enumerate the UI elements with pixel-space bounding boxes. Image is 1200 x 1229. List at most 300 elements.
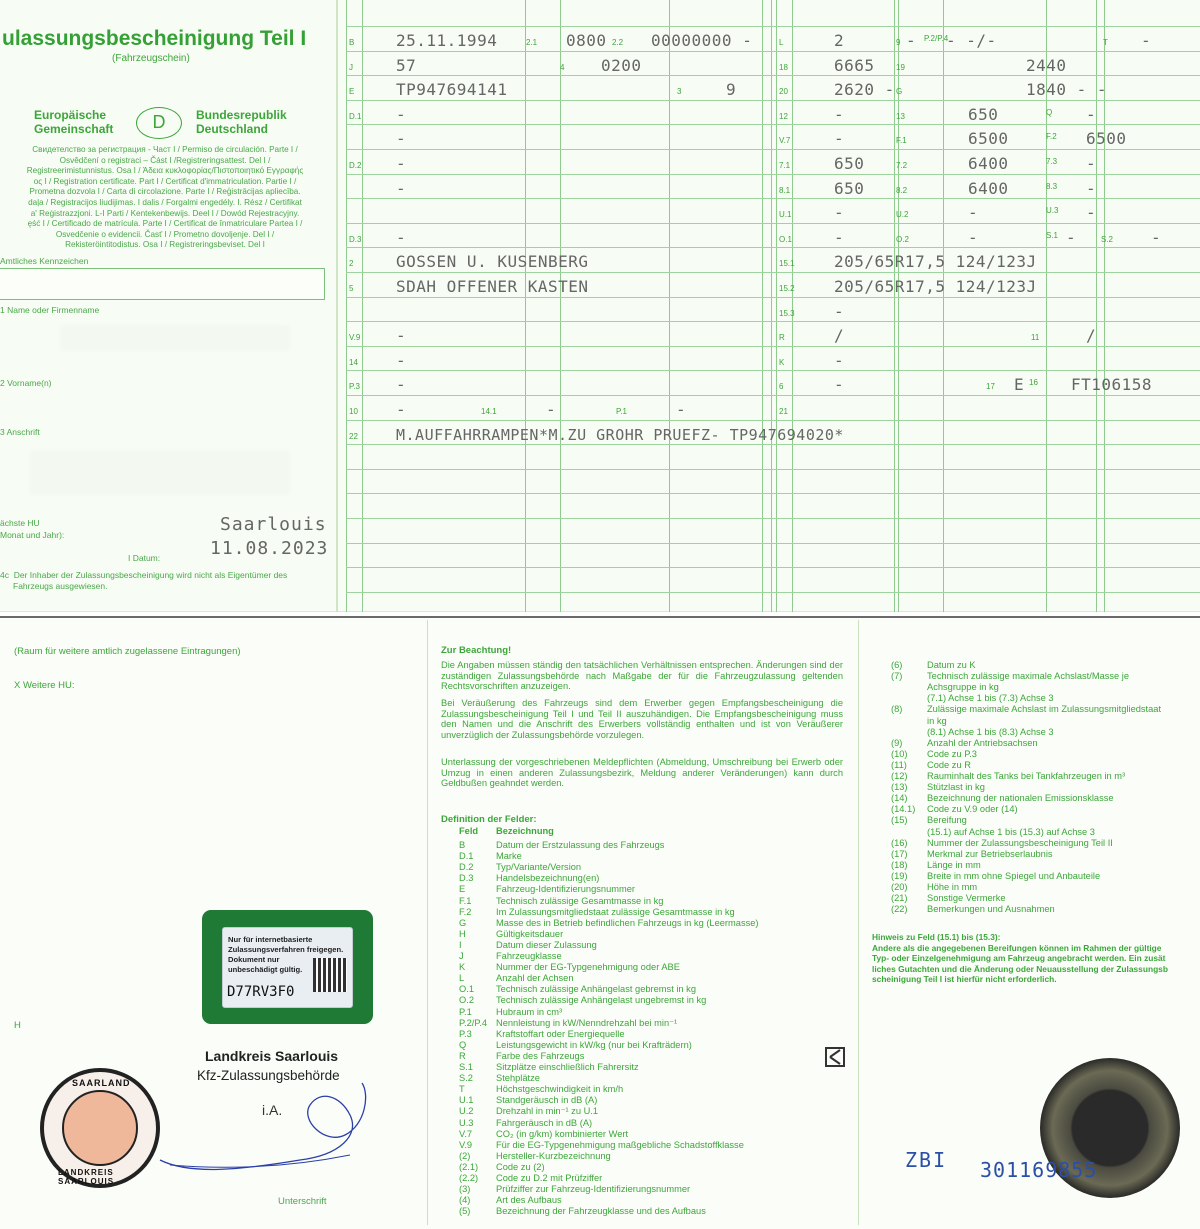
definition-text: Rauminhalt des Tanks bei Tankfahrzeugen in m³: [927, 771, 1126, 781]
definition-field: (16): [891, 837, 908, 848]
field-code: 20: [779, 87, 788, 97]
definition-text: (8.1) Achse 1 bis (8.3) Achse 3: [927, 726, 1054, 737]
field-value: /: [834, 326, 845, 346]
field-value: -: [834, 301, 845, 321]
document-subtitle: (Fahrzeugschein): [112, 53, 190, 64]
field-code: 7.1: [779, 161, 791, 170]
field-code: 5: [349, 284, 354, 293]
ia-label: i.A.: [262, 1102, 283, 1118]
definition-row: [459, 1018, 677, 1029]
definition-row: [459, 1162, 545, 1172]
field-value: -: [396, 326, 407, 346]
definition-text: Nummer der Zulassungsbescheinigung Teil II: [927, 837, 1113, 848]
field-value: - -/-: [946, 31, 997, 50]
grid-hline: [346, 223, 1200, 224]
field-value: 6400: [968, 154, 1009, 173]
definition-text: Leistungsgewicht in kW/kg (nur bei Krafträdern): [496, 1039, 692, 1050]
definition-field: (13): [891, 782, 908, 793]
definition-text: Merkmal zur Betriebserlaubnis: [927, 848, 1053, 859]
definition-row: [891, 704, 1161, 714]
definition-row: [891, 827, 1095, 837]
definition-text: Typ/Variante/Version: [496, 862, 582, 873]
definition-text: Code zu (2): [496, 1161, 545, 1172]
grid-hline: [346, 518, 1200, 519]
field-value: TP947694141: [396, 80, 508, 100]
definition-row: [459, 896, 663, 906]
grid-vline: [669, 0, 670, 612]
field-value: 1840 - -: [1026, 80, 1108, 100]
definition-field: (20): [891, 882, 908, 892]
definition-field: V.7: [459, 1128, 473, 1139]
definition-field: O.2: [459, 995, 474, 1006]
definition-text: Kraftstoffart oder Energiequelle: [496, 1028, 625, 1039]
grid-vline: [346, 0, 347, 612]
definition-text: Bereifung: [927, 815, 967, 826]
definition-row: [891, 882, 977, 892]
field-value: -: [1066, 227, 1077, 247]
field-code: 11: [1031, 333, 1040, 343]
field-code: O.1: [779, 234, 792, 244]
signature: [150, 1075, 420, 1185]
definition-field: (2): [459, 1150, 471, 1161]
field-value: 2620 -: [834, 80, 895, 100]
definition-row: [891, 671, 1129, 681]
definition-row: [891, 793, 1114, 803]
raum-label: (Raum für weitere amtlich zugelassene Eintragungen): [14, 646, 241, 657]
grid-hline: [346, 75, 1200, 76]
field-code: P.3: [349, 382, 360, 392]
definition-text: Anzahl der Achsen: [496, 973, 574, 984]
definition-text: Fahrzeug-Identifizierungsnummer: [496, 884, 635, 895]
definition-text: Nummer der EG-Typgenehmigung oder ABE: [496, 962, 680, 973]
field-value: 00000000 -: [651, 31, 753, 50]
notice-heading: Zur Beachtung!: [441, 645, 512, 656]
grid-hline: [346, 149, 1200, 150]
field-value: M.AUFFAHRRAMPEN*M.ZU GROHR PRUEFZ- TP947694020*: [396, 425, 844, 444]
field-code: 2.2: [612, 38, 624, 47]
definition-field: (12): [891, 771, 908, 781]
definition-row: [459, 940, 597, 950]
definition-field: U.2: [459, 1106, 474, 1117]
field-value: -: [834, 375, 845, 395]
definition-text: Fahrgeräusch in dB (A): [496, 1117, 593, 1128]
field-code: P.2/P.4: [924, 34, 949, 43]
grid-hline: [346, 297, 1200, 298]
definition-row: [459, 1184, 690, 1194]
field-code: G: [896, 87, 903, 97]
field-value: -: [396, 400, 407, 419]
definition-text: Länge in mm: [927, 859, 981, 870]
field-code: 17: [986, 382, 995, 392]
definition-text: CO₂ (in g/km) kombinierter Wert: [496, 1128, 629, 1139]
definition-field: (15): [891, 815, 908, 826]
field-value: -: [546, 400, 557, 419]
field-value: -: [1086, 104, 1097, 124]
definition-text: Sitzplätze einschließlich Fahrersitz: [496, 1062, 639, 1072]
definition-row: [891, 693, 1054, 703]
definition-text: Bezeichnung der nationalen Emissionsklasse: [927, 793, 1114, 804]
field-code: F.2: [1046, 132, 1057, 142]
field-code: 2.1: [526, 38, 538, 47]
field-code: B: [349, 38, 355, 47]
grid-vline: [560, 0, 561, 612]
definition-text: Gültigkeitsdauer: [496, 928, 564, 939]
definition-row: [459, 1118, 592, 1128]
field-code: P.1: [616, 407, 627, 416]
definition-field: P.1: [459, 1006, 472, 1017]
definition-field: Q: [459, 1039, 467, 1050]
field-value: -: [968, 203, 979, 223]
field-code: 19: [896, 62, 905, 72]
definition-text: Anzahl der Antriebsachsen: [927, 737, 1038, 748]
definition-text: Technisch zulässige Gesamtmasse in kg: [496, 895, 664, 906]
definition-row: [459, 1195, 562, 1205]
grid-hline: [346, 420, 1200, 421]
definition-row: [891, 904, 1055, 914]
field-code: K: [779, 357, 785, 367]
definition-field: (21): [891, 893, 908, 904]
tire-note-line: Andere als die angegebenen Bereifungen können im Rahmen der gültige: [872, 942, 1162, 953]
field-value: 2: [834, 31, 845, 50]
definition-field: B: [459, 840, 466, 850]
definition-text: Hubraum in cm³: [496, 1006, 563, 1017]
document-serial: 301169855: [980, 1158, 1098, 1182]
definition-text: Bezeichnung der Fahrzeugklasse und des Aufbaus: [496, 1206, 706, 1217]
definition-row: [891, 738, 1038, 748]
definition-text: Zulässige maximale Achslast im Zulassungsmitgliedstaat: [927, 704, 1162, 715]
qr-code-icon: [313, 958, 347, 992]
weitere-hu-label: X Weitere HU:: [14, 680, 75, 691]
document-front: [0, 0, 1200, 612]
field-value: E: [1014, 375, 1025, 395]
field-code: O.2: [896, 234, 909, 244]
signature-label: Unterschrift: [278, 1196, 327, 1207]
field-value: -: [396, 154, 407, 173]
field-code: 22: [349, 431, 358, 441]
field-value: 0200: [601, 55, 642, 75]
field-code: T: [1103, 38, 1108, 47]
field-code: S.1: [1046, 230, 1059, 240]
definition-row: [459, 951, 562, 961]
definition-field: F.1: [459, 895, 472, 906]
kennzeichen-label: Amtliches Kennzeichen: [0, 256, 89, 266]
field-code: D.1: [349, 111, 362, 121]
field-code: 2: [349, 259, 354, 269]
field-value: -: [1151, 227, 1162, 247]
grid-hline: [346, 543, 1200, 544]
grid-hline: [346, 395, 1200, 396]
definition-field: (8): [891, 704, 903, 715]
owner-note: 4c Der Inhaber der Zulassungsbescheinigung wird nicht als Eigentümer des Fahrzeugs ausgewiesen.: [0, 570, 288, 591]
definition-text: Technisch zulässige Anhängelast ungebremst in kg: [496, 995, 707, 1006]
definition-row: [891, 849, 1053, 859]
notice-paragraph: Unterlassung der vorgeschriebenen Meldepflichten (Abmeldung, Umschreibung bei Erwerb oder Umzug in einen anderen Zulassungsbezirk, Meldung anderer Veränderungen) kann durch Geldbußen geahndet werden.: [441, 757, 843, 789]
definition-field: S.1: [459, 1062, 473, 1072]
field-value: -: [396, 350, 407, 370]
definition-row: [459, 1029, 625, 1039]
definition-field: (17): [891, 848, 908, 859]
datum-label: I Datum:: [128, 553, 161, 563]
definition-row: [459, 1073, 540, 1083]
definition-text: Datum der Erstzulassung des Fahrzeugs: [496, 840, 665, 850]
definition-field: (7): [891, 671, 903, 682]
name-label: 1 Name oder Firmenname: [0, 305, 100, 315]
sticker-code: D77RV3F0: [227, 984, 295, 1000]
field-value: -: [968, 227, 979, 247]
tire-note-line: Typ- oder Einzelgenehmigung am Fahrzeug angebracht werden. Ein zusät: [872, 953, 1166, 964]
field-value: -: [834, 350, 845, 370]
definition-row: [891, 771, 1125, 781]
grid-vline: [762, 0, 763, 612]
field-value: -: [396, 104, 407, 124]
field-value: 25.11.1994: [396, 31, 498, 50]
definition-row: [891, 804, 1018, 814]
definition-field: U.3: [459, 1117, 474, 1128]
definition-field: (6): [891, 660, 903, 670]
definition-field: J: [459, 951, 464, 961]
field-value: -: [906, 31, 917, 50]
definition-field: P.3: [459, 1028, 472, 1039]
grid-hline: [346, 174, 1200, 175]
definition-text: Code zu P.3: [927, 748, 977, 759]
field-code: V.9: [349, 333, 361, 343]
definition-text: Nennleistung in kW/Nenndrehzahl bei min⁻¹: [496, 1017, 678, 1028]
field-code: 13: [896, 111, 905, 121]
grid-hline: [346, 51, 1200, 52]
definition-field: I: [459, 939, 462, 950]
definition-text: Höchstgeschwindigkeit in km/h: [496, 1084, 624, 1095]
definition-text: Code zu V.9 oder (14): [927, 804, 1018, 815]
field-h-label: H: [14, 1020, 21, 1031]
definition-row: [891, 815, 967, 825]
field-value: -: [1086, 154, 1097, 173]
definition-text: Art des Aufbaus: [496, 1195, 562, 1206]
zbi-label: ZBI: [905, 1148, 948, 1172]
tire-note-line: liches Gutachten und die Änderung oder Neuausstellung der Zulassungsb: [872, 963, 1168, 974]
field-code: 14.1: [481, 407, 497, 416]
definition-row: [459, 929, 563, 939]
field-value: 650: [834, 178, 865, 198]
definition-text: Code zu R: [927, 759, 971, 770]
field-code: 14: [349, 357, 358, 367]
field-code: 15.2: [779, 284, 795, 293]
field-value: -: [676, 400, 687, 419]
definition-text: Datum dieser Zulassung: [496, 939, 597, 950]
definitions-header: Feld Bezeichnung: [459, 826, 554, 836]
field-value: -: [396, 129, 407, 149]
definition-row: [459, 1062, 639, 1072]
definition-row: [459, 984, 696, 994]
field-code: 12: [779, 111, 788, 121]
definition-field: (19): [891, 870, 908, 881]
definition-text: Marke: [496, 851, 522, 862]
definition-row: [459, 851, 522, 861]
definition-field: (3): [459, 1184, 471, 1195]
definition-text: (15.1) auf Achse 1 bis (15.3) auf Achse 3: [927, 826, 1095, 837]
definition-row: [459, 1084, 623, 1094]
field-value: -: [396, 375, 407, 395]
definition-field: (2.2): [459, 1173, 479, 1183]
field-code: U.1: [779, 210, 792, 220]
field-code: 18: [779, 62, 788, 72]
field-code: 9: [896, 38, 901, 47]
field-value: 205/65R17,5 124/123J: [834, 252, 1037, 272]
definition-text: Stehplätze: [496, 1073, 540, 1084]
definition-text: Handelsbezeichnung(en): [496, 873, 600, 884]
definition-text: Hersteller-Kurzbezeichnung: [496, 1150, 611, 1161]
definition-field: D.3: [459, 873, 474, 884]
definition-text: Datum zu K: [927, 660, 976, 670]
definition-row: [891, 716, 947, 726]
definition-field: (4): [459, 1195, 471, 1206]
field-code: 7.2: [896, 161, 908, 170]
definition-field: (2.1): [459, 1161, 479, 1172]
definition-field: (5): [459, 1206, 471, 1217]
definition-field: R: [459, 1050, 466, 1061]
field-value: -: [396, 178, 407, 198]
field-value: -: [1086, 178, 1097, 198]
field-value: 6665: [834, 55, 875, 75]
definition-field: O.1: [459, 984, 474, 995]
definition-row: [459, 1051, 584, 1061]
definition-text: in kg: [927, 715, 947, 726]
grid-vline: [943, 0, 944, 612]
field-value: 0800: [566, 31, 607, 50]
grid-vline: [776, 0, 777, 612]
definition-field: V.9: [459, 1139, 473, 1150]
authority-department: Kfz-Zulassungsbehörde: [197, 1068, 340, 1083]
grid-hline: [346, 124, 1200, 125]
definition-field: (10): [891, 748, 908, 759]
definition-field: S.2: [459, 1073, 473, 1084]
definition-text: Sonstige Vermerke: [927, 893, 1006, 904]
definition-row: [459, 918, 759, 928]
country-label: Bundesrepublik Deutschland: [196, 108, 287, 136]
tire-note-line: scheinigung Teil I ist hierfür nicht erforderlich.: [872, 974, 1057, 985]
definition-field: (14.1): [891, 804, 916, 815]
definition-text: Für die EG-Typgenehmigung maßgebliche Schadstoffklasse: [496, 1139, 744, 1150]
definition-row: [891, 860, 981, 870]
definition-text: Fahrzeugklasse: [496, 951, 562, 961]
field-value: SDAH OFFENER KASTEN: [396, 277, 589, 296]
hu-label: ächste HU Monat und Jahr):: [0, 518, 65, 540]
field-value: GOSSEN U. KUSENBERG: [396, 252, 589, 272]
definition-row: [459, 1040, 692, 1050]
definition-row: [891, 760, 971, 770]
field-code: D.3: [349, 234, 362, 244]
field-code: 8.1: [779, 185, 791, 195]
definition-row: [459, 973, 574, 983]
notice-paragraph: Bei Veräußerung des Fahrzeugs sind dem Erwerber gegen Empfangsbescheinigung die Zulassungsbescheinigung Teil I und Teil II auszuhändigen. Die Empfangsbescheinigung muss den Namen und die Anschrift des Erwerbers vollständig enthalten und ist von Veräußerer unverzüglich der Zulassungsbehörde vorzulegen.: [441, 698, 843, 740]
field-code: U.3: [1046, 206, 1059, 216]
grid-hline: [346, 469, 1200, 470]
grid-vline: [771, 0, 772, 612]
definition-field: T: [459, 1084, 465, 1095]
notice-paragraph: Die Angaben müssen ständig den tatsächlichen Verhältnissen entsprechen. Änderungen sind der zuständigen Zulassungsbehörde nach Maßgabe der für die Fahrzeugzulassung geltenden Rechtsvorschriften anzuzeigen.: [441, 660, 843, 692]
definition-row: [459, 1106, 598, 1117]
definition-text: Achsgruppe in kg: [927, 682, 999, 693]
printer-logo-icon: [824, 1046, 846, 1068]
definition-row: [891, 682, 999, 692]
authority-name: Landkreis Saarlouis: [205, 1048, 339, 1064]
definition-field: E: [459, 884, 466, 895]
definition-row: [459, 1129, 628, 1139]
field-value: /: [1086, 326, 1097, 346]
issue-date: 11.08.2023: [210, 538, 329, 559]
online-registration-sticker: [202, 910, 373, 1024]
sticker-text: Nur für internetbasierte Zulassungsverfahren freigegen. Dokument nur unbeschädigt gültig.: [228, 935, 344, 974]
grid-hline: [346, 567, 1200, 568]
grid-hline: [346, 100, 1200, 101]
field-code: 21: [779, 407, 788, 416]
definition-field: D.2: [459, 862, 474, 873]
field-value: 2440: [1026, 55, 1067, 75]
vorname-label: 2 Vorname(n): [0, 378, 52, 388]
definition-field: U.1: [459, 1095, 474, 1106]
grid-vline: [362, 0, 363, 612]
definition-text: Farbe des Fahrzeugs: [496, 1050, 585, 1061]
field-code: S.2: [1101, 234, 1114, 244]
field-code: 10: [349, 407, 358, 416]
field-code: J: [349, 62, 353, 72]
grid-hline: [346, 444, 1200, 445]
anschrift-label: 3 Anschrift: [0, 427, 40, 437]
definition-row: [891, 782, 985, 792]
grid-hline: [346, 272, 1200, 273]
grid-hline: [346, 346, 1200, 347]
definition-row: [459, 862, 581, 872]
definition-row: [891, 871, 1100, 881]
column-divider: [858, 620, 859, 1225]
definition-row: [459, 1151, 611, 1161]
grid-hline: [346, 198, 1200, 199]
field-code: F.1: [896, 136, 907, 146]
definition-text: Technisch zulässige maximale Achslast/Masse je: [927, 671, 1130, 682]
vehicle-data-grid: [346, 0, 1200, 612]
field-value: FT106158: [1071, 375, 1153, 395]
field-code: 8.3: [1046, 181, 1058, 191]
definition-text: Höhe in mm: [927, 882, 978, 892]
definition-row: [459, 1095, 597, 1105]
definition-row: [891, 660, 976, 670]
definition-row: [459, 1007, 562, 1017]
field-code: 6: [779, 382, 784, 392]
field-code: 7.3: [1046, 157, 1058, 166]
field-code: E: [349, 87, 355, 97]
field-code: 15.1: [779, 259, 795, 269]
field-value: -: [834, 203, 845, 223]
field-code: V.7: [779, 136, 791, 146]
field-value: -: [1086, 203, 1097, 223]
official-seal-icon: SAARLAND LANDKREIS SAARLOUIS: [40, 1068, 160, 1188]
field-code: D.2: [349, 161, 362, 170]
field-code: 3: [677, 87, 682, 97]
definition-text: Technisch zulässige Anhängelast gebremst in kg: [496, 984, 697, 995]
definition-field: P.2/P.4: [459, 1017, 488, 1028]
field-value: -: [834, 129, 845, 149]
grid-hline: [346, 247, 1200, 248]
fold-line: [336, 0, 338, 612]
grid-hline: [346, 592, 1200, 593]
field-value: -: [834, 227, 845, 247]
field-code: Q: [1046, 107, 1053, 117]
definition-field: D.1: [459, 851, 474, 862]
definition-row: [459, 884, 635, 894]
field-value: -: [1141, 31, 1152, 50]
field-code: U.2: [896, 210, 909, 220]
field-value: 650: [834, 154, 865, 173]
definition-row: [459, 1173, 602, 1183]
